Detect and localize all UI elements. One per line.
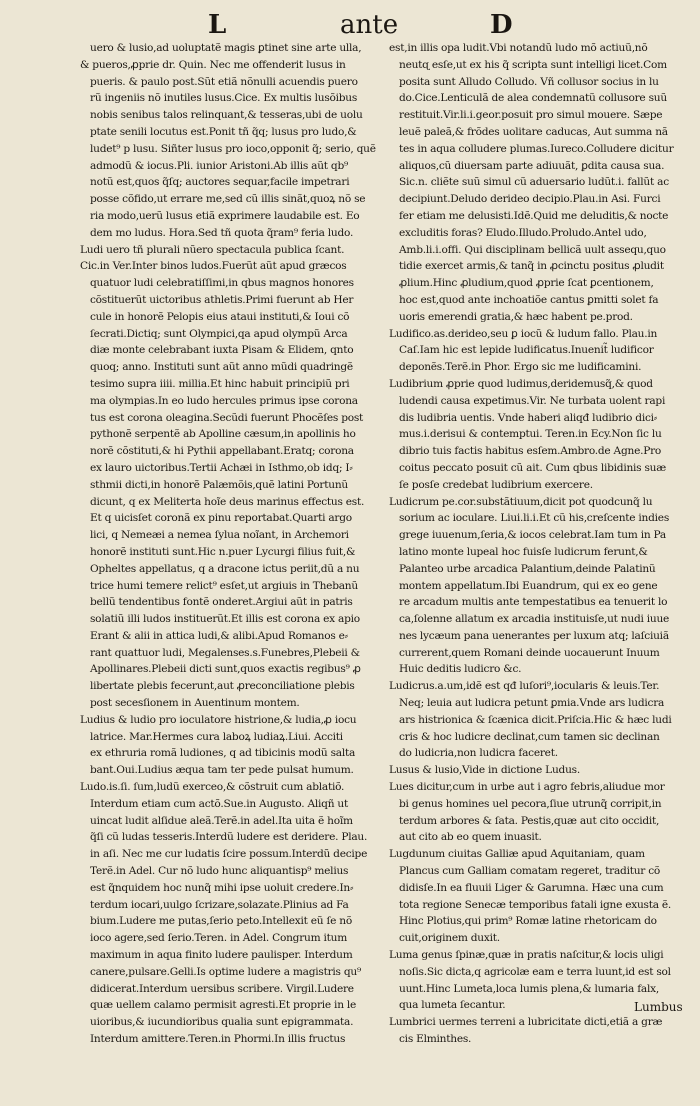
text-line: terdum iocari,uulgo ſcrizare,solazate.Plinius ad Fa xyxy=(90,898,349,911)
text-line: tesimo supra iiii. millia.Et hinc habuit principiũ pri xyxy=(90,377,350,390)
text-line: admodũ & iocus.Pli. iunior Aristoni.Ab illis aũt qb⁹ xyxy=(90,159,348,172)
text-line: tidie exercet armis,& tanq̃ in ꝓcinctu positus ꝓludit xyxy=(399,260,664,273)
entry-first-line: Ludicrum pe.cor.substãtiuum,dicit pot quodcunq̃ lu xyxy=(389,495,653,508)
text-line: Interdum etiam cum actõ.Sue.in Augusto. Aliqñ ut xyxy=(90,797,348,810)
text-line: posse cõfido,ut errare me,sed cũ illis sinãt,quoꝝ nõ se xyxy=(90,193,366,206)
text-line: bellũ tendentibus fontẽ onderet.Argiui aũt in patris xyxy=(90,596,353,609)
text-line: ca,ſolenne allatum ex arcadia instituisſe,ut nudi iuue xyxy=(399,613,670,626)
text-line: est q̃nquidem hoc nunq̃ mihi ipse uoluit credere.In⸗ xyxy=(90,881,354,894)
left-text-column xyxy=(80,40,382,1070)
text-line: Et q uicisſet coronã ex pinu reportabat.Quarti argo xyxy=(90,512,352,525)
text-line: ma olympias.In eo ludo hercules primus ipse corona xyxy=(90,394,358,407)
text-line: coitus peccato posuit cũ ait. Cum qbus libidinis suæ xyxy=(399,461,666,474)
text-line: ꝓlium.Hinc ꝓludium,quod ꝓprie ſcat ꝑcentionem, xyxy=(399,277,654,290)
text-line: q̃ſi cũ ludas tesseris.Interdũ ludere est deridere. Plau. xyxy=(90,831,368,844)
entry-first-line: Ludifico.as.derideo,seu ꝑ iocũ & ludum fallo. Plau.in xyxy=(389,327,658,340)
text-line: deponẽs.Terẽ.in Phor. Ergo sic me ludificamini. xyxy=(399,361,642,374)
text-line: bant.Oui.Ludius æqua tam ter pede pulsat humum. xyxy=(90,764,354,777)
text-line: Interdum amittere.Teren.in Phormi.In illis fructus xyxy=(90,1033,346,1046)
text-line: nobis senibus talos relinquant,& tesseras,ubi de uolu xyxy=(90,109,363,122)
header-headword: ante xyxy=(340,10,399,40)
text-line: tota regione Senecæ temporibus fatali igne exusta ẽ. xyxy=(399,898,672,911)
text-line: restituit.Vir.li.i.geor.posuit pro simul mouere. Sæpe xyxy=(399,109,663,122)
text-line: sorium ac ioculare. Liui.li.i.Et cũ his,creſcente indies xyxy=(399,512,670,525)
entry-first-line: Lumbrici uermes terreni a lubricitate dicti,etiã a græ xyxy=(389,1016,663,1029)
text-line: quoq; anno. Instituti sunt aũt anno mũdi quadringẽ xyxy=(90,361,353,374)
text-line: do ludicria,non ludicra faceret. xyxy=(399,747,558,760)
text-line: rant quattuor ludi, Megalenses.s.Funebres,Plebeii & xyxy=(90,646,360,659)
text-line: Terẽ.in Adel. Cur nõ ludo hunc aliquantisp⁹ melius xyxy=(90,865,349,878)
entry-first-line: est,in illis opa ludit.Vbi notandũ ludo mõ actiuũ,nõ xyxy=(389,42,648,54)
text-line: cris & hoc ludicre declinat,cum tamen sic declinan xyxy=(399,730,660,743)
text-line: bium.Ludere me putas,ſerio peto.Intellexit eũ ſe nõ xyxy=(90,915,352,928)
running-header xyxy=(0,10,700,44)
text-line: Huic deditis ludicro &c. xyxy=(399,663,522,676)
text-line: post secesſionem in Auentinum montem. xyxy=(90,697,300,710)
text-line: libertate plebis fecerunt,aut ꝓreconciliatione plebis xyxy=(90,680,355,693)
entry-first-line: Ludi uero tñ plurali nũero spectacula publica ſcant. xyxy=(80,243,345,256)
text-line: fer etiam me delusisti.Idẽ.Quid me deluditis,& nocte xyxy=(399,209,669,222)
text-line: ſecrati.Dictiq; sunt Olympici,qa apud olympũ Arca xyxy=(90,327,348,340)
text-line: dibrio tuis factis habitus esſem.Ambro.de Agne.Pro xyxy=(399,445,662,458)
text-line: quatuor ludi celebratiſſimi,in qbus magnos honores xyxy=(90,277,354,290)
text-line: tus est corona oleagina.Secũdi fuerunt Phocẽſes post xyxy=(90,411,364,424)
text-line: rũ ingeniis nõ inutiles lusus.Cice. Ex multis lusõibus xyxy=(90,92,358,105)
text-line: Neq; leuia aut ludicra petunt ꝑmia.Vnde ars ludicra xyxy=(399,697,665,710)
text-line: aliquos,cũ diuersam parte adiuuãt, ꝑdita causa sua. xyxy=(399,159,665,172)
text-line: grege iuuenum,ſeria,& iocos celebrat.Iam tum in Pa xyxy=(399,529,666,542)
text-line: Apollinares.Plebeii dicti sunt,quos exactis regibus⁹ ꝓ xyxy=(90,663,361,676)
text-line: quæ uellem calamo permisit agresti.Et proprie in le xyxy=(90,999,357,1012)
text-line: canere,pulsare.Gelli.Is optime ludere a magistris qu⁹ xyxy=(90,965,361,978)
text-line: leuẽ paleã,& frõdes uolitare caducas, Aut summa nã xyxy=(399,125,668,138)
entry-first-line: Cic.in Ver.Inter binos ludos.Fuerũt aũt apud græcos xyxy=(80,260,347,273)
text-line: mus.i.derisui & contemptui. Teren.in Ecy.Non ſic lu xyxy=(399,428,662,441)
text-line: notũ est,quos q̃ſq; auctores sequar,facile impetrari xyxy=(90,176,350,189)
text-line: didisſe.In ea fluuii Liger & Garumna. Hæc una cum xyxy=(399,881,664,894)
text-line: dem mo ludus. Hora.Sed tñ quota q̃ram⁹ feria ludo. xyxy=(90,226,354,239)
text-line: latino monte lupeal hoc fuisſe ludicrum ferunt,& xyxy=(399,545,648,558)
text-line: currerent,quem Romani deinde uocauerunt Inuum xyxy=(399,646,660,659)
text-line: uioribus,& iucundioribus qualia sunt epigrammata. xyxy=(90,1016,354,1029)
text-line: Plancus cum Galliam comatam regeret, traditur cõ xyxy=(399,865,661,878)
text-line: ludendi causa expetimus.Vir. Ne turbata uolent rapi xyxy=(399,394,666,407)
text-line: ex lauro uictoribus.Tertii Achæi in Isthmo,ob idq; I⸗ xyxy=(90,461,353,474)
text-line: lici, q Nemeæi a nemea ſylua noĩant, in Archemori xyxy=(90,529,349,542)
text-line: solatiũ illi ludos instituerũt.Et illis est corona ex apio xyxy=(90,613,360,626)
text-line: dis ludibria uentis. Vnde haberi aliqđ ludibrio dici⸗ xyxy=(399,411,658,424)
text-line: honorẽ instituti sunt.Hic n.puer Lycurgi filius fuit,& xyxy=(90,545,356,558)
text-line: uero & lusio,ad uoluptatẽ magis ꝑtinet sine arte ulla, xyxy=(90,42,362,54)
text-line: re arcadum multis ante tempestatibus ea tenuerit lo xyxy=(399,596,668,609)
header-right-letter: D xyxy=(490,10,513,40)
text-line: aut cito ab eo quem inuasit. xyxy=(399,831,542,844)
text-line: Palanteo urbe arcadica Palantium,deinde Palatinũ xyxy=(399,562,656,575)
text-line: in aſi. Nec me cur ludatis ſcire possum.Interdũ decipe xyxy=(90,848,368,861)
text-line: do.Cice.Lenticulã de alea condemnatũ collusore suũ xyxy=(399,92,667,105)
text-line: cis Elminthes. xyxy=(399,1033,472,1046)
text-line: Opheltes appellatus, q a dracone ictus periit,dũ a nu xyxy=(90,562,360,575)
text-line: pythonẽ serpentẽ ab Apolline cæsum,in apollinis ho xyxy=(90,428,356,441)
text-line: latrice. Mar.Hermes cura laboꝝ ludiaꝝ.Liui. Acciti xyxy=(90,730,343,743)
text-line: norẽ cõstituti,& hi Pythii appellabant.Eratq; corona xyxy=(90,445,354,458)
text-line: bi genus homines uel pecora,ſiue utrunq̃ corripit,in xyxy=(399,797,662,810)
entry-first-line: Luma genus ſpinæ,quæ in pratis naſcitur,& locis uligi xyxy=(389,949,664,962)
text-line: ptate senili locutus est.Ponit tñ q̃q; lusus pro ludo,& xyxy=(90,125,357,138)
text-line: neutɋ esſe,ut ex his q̃ scripta sunt intelligi licet.Com xyxy=(399,58,667,71)
text-line: excluditis foras? Eludo.Illudo.Proludo.Antel udo, xyxy=(399,226,647,239)
text-line: cõstituerũt uictoribus athletis.Primi fuerunt ab Her xyxy=(90,293,354,306)
text-line: uincat ludit alſidue aleã.Terẽ.in adel.Ita uita ẽ hoĩm xyxy=(90,814,353,827)
entry-first-line: Ludius & ludio pro ioculatore histrione,& ludia,ꝓ iocu xyxy=(80,713,357,726)
text-line: uunt.Hinc Lumeta,loca lumis plena,& lumaria falx, xyxy=(399,982,659,995)
text-line: Sic.n. cliẽte suũ simul cũ aduersario ludũt.i. fallũt ac xyxy=(399,176,669,189)
text-line: sthmii dicti,in honorẽ Palæmõis,quẽ latini Portunũ xyxy=(90,478,348,491)
entry-first-line: & pueros,ꝓprie dr. Quin. Nec me offenderit lusus in xyxy=(80,58,346,71)
text-line: cule in honorẽ Pelopis eius ataui instituti,& Ioui cõ xyxy=(90,310,350,323)
text-line: ludet⁹ p lusu. Siñter lusus pro ioco,opponit q̃; serio, quẽ xyxy=(90,142,376,155)
text-line: ria modo,uerũ lusus etiã exprimere laudabile est. Eo xyxy=(90,209,360,222)
text-line: Hinc Plotius,qui prim⁹ Romæ latine rhetoricam do xyxy=(399,915,657,928)
text-line: trice humi temere relict⁹ esſet,ut argiuis in Thebanũ xyxy=(90,579,358,592)
entry-first-line: Ludicrus.a.um,idẽ est qđ luſori⁹,iocularis & leuis.Ter. xyxy=(389,680,660,693)
entry-first-line: Lusus & lusio,Vide in dictione Ludus. xyxy=(389,764,580,777)
text-line: uoris emerendi gratia,& hæc habent pe.prod. xyxy=(399,310,633,323)
text-line: pueris. & paulo post.Sũt etiã nõnulli acuendis puero xyxy=(90,75,358,88)
text-line: maximum in aqua finito ludere paulisper. Interdum xyxy=(90,949,353,962)
text-line: Amb.li.i.offi. Qui disciplinam bellicã uult assequ,quo xyxy=(399,243,666,256)
text-line: ex ethruria romã ludiones, q ad tibicinis modũ salta xyxy=(90,747,356,760)
text-line: ars histrionica & ſcænica dicit.Priſcia.Hic & hæc ludi xyxy=(399,713,672,726)
entry-first-line: Lues dicitur,cum in urbe aut i agro febris,aliudue mor xyxy=(389,781,665,794)
text-line: noſis.Sic dicta,q agricolæ eam e terra luunt,id est sol xyxy=(399,965,671,978)
entry-first-line: Lugdunum ciuitas Galliæ apud Aquitaniam, quam xyxy=(389,848,645,861)
text-line: montem appellatum.Ibi Euandrum, qui ex eo gene xyxy=(399,579,658,592)
text-line: tes in aqua colludere plumas.Iureco.Colludere dicitur xyxy=(399,142,674,155)
text-line: cuit,originem duxit. xyxy=(399,932,500,945)
entry-first-line: Ludo.is.ſi. ſum,ludũ exerceo,& cõstruit cum ablatiõ. xyxy=(80,781,345,794)
text-line: posita sunt Alludo Colludo. Vñ collusor socius in lu xyxy=(399,75,659,88)
text-line: didicerat.Interdum uersibus scribere. Virgil.Ludere xyxy=(90,982,354,995)
text-line: Caſ.Iam hic est lepide ludificatus.Inuenit̃ ludificor xyxy=(399,344,654,357)
entry-first-line: Ludibrium ꝓprie quod ludimus,deridemusq̃,& quod xyxy=(389,377,653,390)
text-line: ſe posſe credebat ludibrium exercere. xyxy=(399,478,593,491)
text-line: terdum arbores & ſata. Pestis,quæ aut cito occidit, xyxy=(399,814,660,827)
text-line: hoc est,quod ante inchoatiõe cantus ꝑmitti solet fa xyxy=(399,293,659,306)
text-line: Erant & alii in attica ludi,& alibi.Apud Romanos e⸗ xyxy=(90,629,348,642)
right-text-column xyxy=(389,40,677,1070)
header-left-letter: L xyxy=(208,10,227,40)
text-line: ioco agere,sed ſerio.Teren. in Adel. Congrum itum xyxy=(90,932,348,945)
text-line: dicunt, q ex Meliterta hoĩe deus marinus effectus est. xyxy=(90,495,365,508)
text-line: qua lumeta ſecantur. xyxy=(399,999,506,1012)
text-line: nes lycæum pana uenerantes per luxum atq; laſciuiã xyxy=(399,629,669,642)
text-line: diæ monte celebrabant iuxta Pisam & Elidem, qnto xyxy=(90,344,354,357)
catchword: Lumbus xyxy=(634,1000,683,1014)
text-line: decipiunt.Deludo derideo decipio.Plau.in Asi. Furci xyxy=(399,193,661,206)
